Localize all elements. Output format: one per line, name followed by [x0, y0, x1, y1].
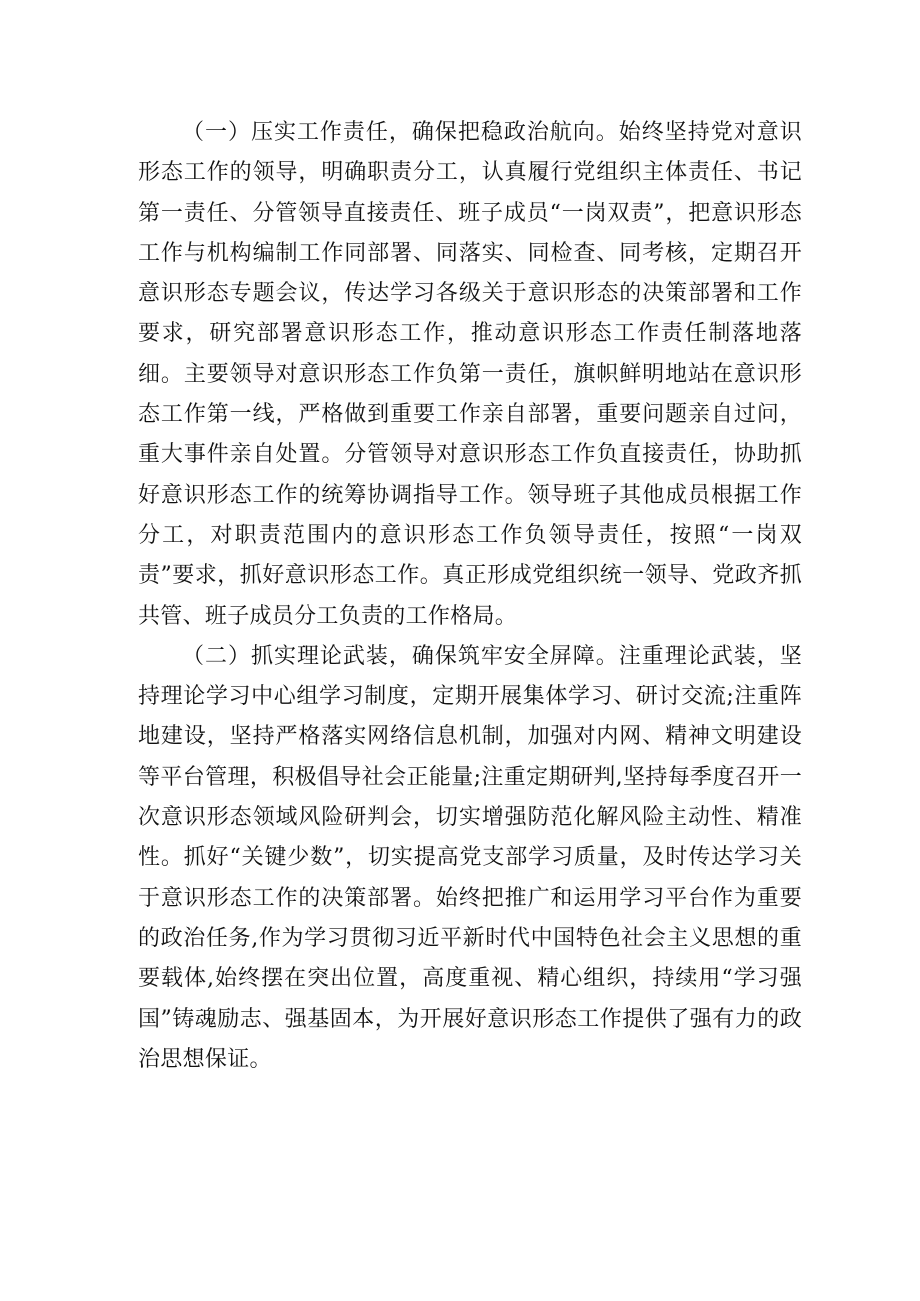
document-body	[138, 113, 802, 1080]
paragraph-theory-armament: （二）抓实理论武装，确保筑牢安全屏障。注重理论武装，坚持理论学习中心组学习制度，定期开展集体学习、研讨交流;注重阵地建设，坚持严格落实网络信息机制，加强对内网、精神文明建设等平台管理，积极倡导社会正能量;注重定期研判,坚持每季度召开一次意识形态领域风险研判会，切实增强防范化解风险主动性、精准性。抓好“关键少数”，切实提高党支部学习质量，及时传达学习关于意识形态工作的决策部署。始终把推广和运用学习平台作为重要的政治任务,作为学习贯彻习近平新时代中国特色社会主义思想的重要载体,始终摆在突出位置，高度重视、精心组织，持续用“学习强国”铸魂励志、强基固本，为开展好意识形态工作提供了强有力的政治思想保证。	[138, 643, 802, 1072]
paragraph-work-responsibility: （一）压实工作责任，确保把稳政治航向。始终坚持党对意识形态工作的领导，明确职责分工，认真履行党组织主体责任、书记第一责任、分管领导直接责任、班子成员“一岗双责”，把意识形态工作与机构编制工作同部署、同落实、同检查、同考核，定期召开意识形态专题会议，传达学习各级关于意识形态的决策部署和工作要求，研究部署意识形态工作，推动意识形态工作责任制落地落细。主要领导对意识形态工作负第一责任，旗帜鲜明地站在意识形态工作第一线，严格做到重要工作亲自部署，重要问题亲自过问，重大事件亲自处置。分管领导对意识形态工作负直接责任，协助抓好意识形态工作的统筹协调指导工作。领导班子其他成员根据工作分工，对职责范围内的意识形态工作负领导责任，按照“一岗双责”要求，抓好意识形态工作。真正形成党组织统一领导、党政齐抓共管、班子成员分工负责的工作格局。	[138, 120, 802, 629]
